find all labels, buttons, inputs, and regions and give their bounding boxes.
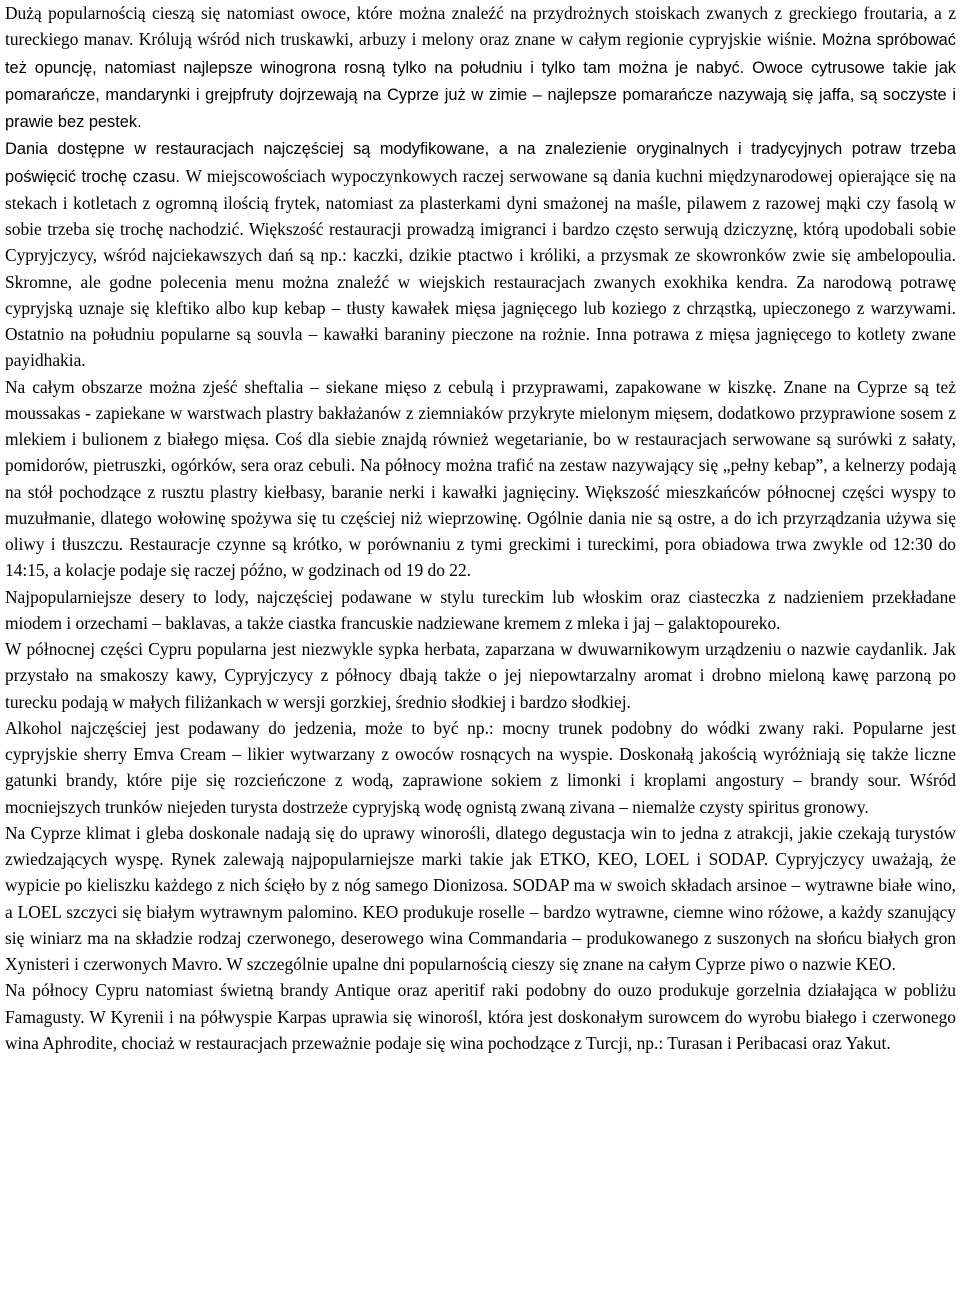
paragraph-sheftalia-moussakas (5, 374, 956, 584)
paragraph-wine-text: Na Cyprze klimat i gleba doskonale nadają się do uprawy winorośli, dlatego degustacja win to jedna z atrakcji, jakie czekają turystów zwiedzających wyspę. Rynek zalewają najpopularniejsze marki takie jak ETKO, KEO, LOEL i SODAP. Cypryjczycy uważają, że wypicie po kieliszku każdego z nich ścięło by z nóg samego Dionizosa. SODAP ma w swoich składach arsinoe – wytrawne białe wino, a LOEL szczyci się białym wytrawnym palomino. KEO produkuje roselle – bardzo wytrawne, ciemne wino różowe, a każdy szanujący się winiarz ma na składzie rodzaj czerwonego, deserowego wina Commandaria – produkowanego z suszonych na słońcu białych gron Xynisteri i czerwonych Mavro. W szczególnie upalne dni popularnością cieszy się znane na całym Cyprze piwo o nazwie KEO. (5, 822, 956, 974)
paragraph-tea-coffee-text: W północnej części Cypru popularna jest niezwykle sypka herbata, zaparzana w dwuwarnikowym urządzeniu o nazwie caydanlik. Jak przystało na smakoszy kawy, Cypryjczycy z północy dbają także o jej niepowtarzalny aromat i drobno mieloną kawę parzoną po turecku podają w małych filiżankach w wersji gorzkiej, średnio słodkiej i bardzo słodkiej. (5, 639, 956, 712)
paragraph-north-cyprus-drinks-text: Na północy Cypru natomiast świetną brandy Antique oraz aperitif raki podobny do ouzo produkuje gorzelnia działająca w pobliżu Famagusty. W Kyrenii i na półwyspie Karpas uprawia się winorośl, która jest doskonałym surowcem do wyrobu białego i czerwonego wina Aphrodite, chociaż w restauracjach przeważnie podaje się wina pochodzące z Turcji, np.: Turasan i Peribacasi oraz Yakut. (5, 980, 956, 1053)
paragraph-north-cyprus-drinks (5, 977, 956, 1056)
paragraph-wine (5, 820, 956, 978)
paragraph-restaurant-dishes-part-2: W miejscowościach wypoczynkowych raczej serwowane są dania kuchni międzynarodowej opierające się na stekach i kotletach z ogromną ilością frytek, natomiast za plasterkami dyni smażonej na maśle, pilawem z razowej mąki czy fasolą w sobie trzeba się trochę nachodzić. Większość restauracji prowadzą imigranci i bardzo często serwują dziczyznę, którą upodobali sobie Cypryjczycy, wśród najciekawszych dań są np.: kaczki, dzikie ptactwo i króliki, a przysmak ze skowronków zwie się ambelopoulia. Skromne, ale godne polecenia menu można znaleźć w wiejskich restauracjach zwanych exokhika kendra. Za narodową potrawę cypryjską uznaje się kleftiko albo kup kebap – tłusty kawałek mięsa jagnięcego lub koziego z chrząstką, upieczonego z warzywami. Ostatnio na południu popularne są souvla – kawałki baraniny pieczone na rożnie. Inna potrawa z mięsa jagnięcego to kotlety zwane payidhakia. (5, 165, 957, 371)
paragraph-alcohol (5, 715, 956, 820)
paragraph-desserts-text: Najpopularniejsze desery to lody, najczęściej podawane w stylu tureckim lub włoskim oraz ciasteczka z nadzieniem przekładane miodem i orzechami – baklavas, a także ciastka francuskie nadziewane kremem z mleka i jaj – galaktopoureko. (5, 586, 956, 633)
paragraph-restaurant-dishes (5, 135, 956, 373)
paragraph-sheftalia-moussakas-text: Na całym obszarze można zjeść sheftalia – siekane mięso z cebulą i przyprawami, zapakowane w kiszkę. Znane na Cyprze są też moussakas - zapiekane w warstwach plastry bakłażanów z ziemniaków przykryte mielonym mięsem, dodatkowo przyprawione sosem z mlekiem i bulionem z białego mięsa. Coś dla siebie znajdą również wegetarianie, bo w restauracjach serwowane są surówki z sałaty, pomidorów, pietruszki, ogórków, sera oraz cebuli. Na północy można trafić na zestaw nazywający się „pełny kebap”, a kelnerzy podają na stół pochodzące z rusztu plastry kiełbasy, baranie nerki i kawałki jagnięciny. Większość mieszkańców północnej części wyspy to muzułmanie, dlatego wołowinę spożywa się tu częściej niż wieprzowinę. Ogólnie dania nie są ostre, a do ich przyrządzania używa się oliwy i tłuszczu. Restauracje czynne są krótko, w porównaniu z tymi greckimi i tureckimi, pora obiadowa trwa zwykle od 12:30 do 14:15, a kolacje podaje się raczej późno, w godzinach od 19 do 22. (5, 376, 956, 581)
paragraph-fruits (5, 0, 956, 135)
paragraph-tea-coffee (5, 636, 956, 715)
paragraph-alcohol-text: Alkohol najczęściej jest podawany do jedzenia, może to być np.: mocny trunek podobny do wódki zwany raki. Popularne jest cypryjskie sherry Emva Cream – likier wytwarzany z owoców rosnących na wyspie. Doskonałą jakością wyróżniają się także liczne gatunki brandy, które pije się rozcieńczone z wodą, zaprawione sokiem z limonki i kroplami angostury – brandy sour. Wśród mocniejszych trunków niejeden turysta dostrzeże cypryjską wodę ognistą zwaną zivana – niemalże czysty spiritus gronowy. (5, 717, 956, 817)
paragraph-fruits-part-2: Można spróbować też opuncję, natomiast najlepsze winogrona rosną tylko na południu i tylko tam można je nabyć. Owoce cytrusowe takie jak pomarańcze, mandarynki i grejpfruty dojrzewają na Cyprze już w zimie – najlepsze pomarańcze nazywają się jaffa, są soczyste i prawie bez pestek. (5, 31, 956, 131)
paragraph-desserts (5, 584, 956, 637)
paragraph-fruits-part-1: Dużą popularnością cieszą się natomiast owoce, które można znaleźć na przydrożnych stoiskach zwanych z greckiego froutaria, a z tureckiego manav. Królują wśród nich truskawki, arbuzy i melony oraz znane w całym regionie cypryjskie wiśnie. (5, 3, 956, 50)
paragraph-restaurant-dishes-part-1: Dania dostępne w restauracjach najczęściej są modyfikowane, a na znalezienie oryginalnych i tradycyjnych potraw trzeba poświęcić trochę czasu. (5, 140, 956, 186)
